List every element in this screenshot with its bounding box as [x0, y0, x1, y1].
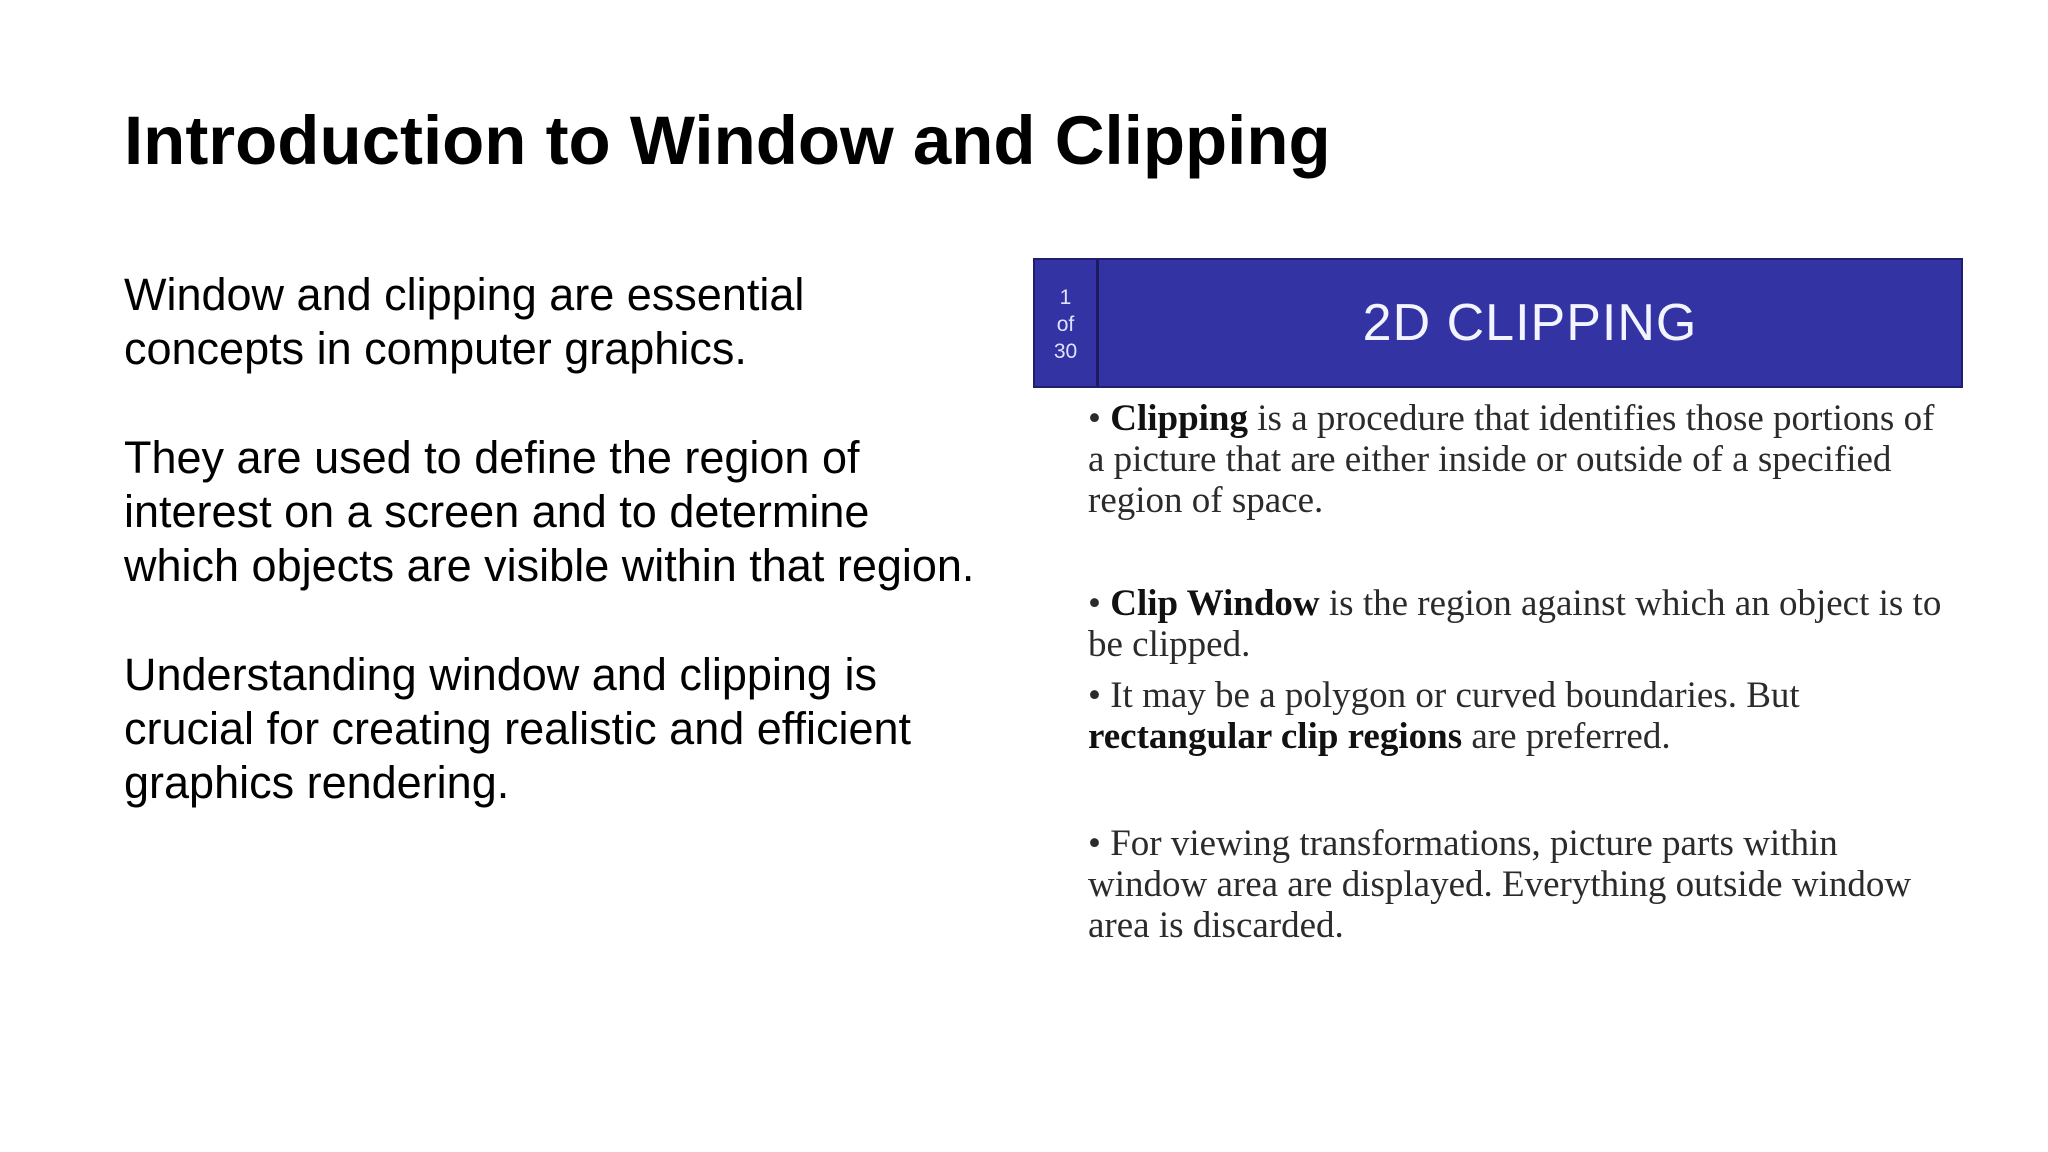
bullet-item-viewing [1088, 823, 1948, 946]
bullet-bold-term: Clipping [1110, 398, 1249, 439]
bullet-marker: • [1088, 675, 1101, 716]
embedded-slide-header [1033, 258, 1963, 388]
bullet-text: is the region against which an object is to be clipped. [1088, 583, 1942, 665]
page-counter-separator: of [1056, 313, 1075, 336]
bullet-text: It may be a polygon or curved boundaries. But [1100, 675, 1800, 716]
bullet-marker: • [1088, 583, 1101, 624]
embedded-slide-title: 2D CLIPPING [1362, 294, 1698, 352]
page-counter-current: 1 [1059, 286, 1072, 309]
body-paragraph: Understanding window and clipping is crucial for creating realistic and efficient graphics rendering. [124, 649, 912, 808]
slide-body [124, 268, 1024, 865]
bullet-text: is a procedure that identifies those portions of a picture that are either inside or outside of a specified region of space. [1088, 398, 1935, 521]
bullet-item-clipping [1088, 398, 1948, 521]
bullet-marker: • [1088, 398, 1101, 439]
embedded-slide-image [1033, 258, 1963, 958]
embedded-bullet-list [1088, 398, 1948, 946]
bullet-text-after: are preferred. [1462, 716, 1671, 757]
body-paragraph: Window and clipping are essential concepts in computer graphics. [124, 269, 805, 374]
page-counter-total: 30 [1053, 340, 1078, 363]
body-paragraph: They are used to define the region of interest on a screen and to determine which objects are visible within that region. [124, 432, 975, 591]
bullet-text: For viewing transformations, picture parts within window area are displayed. Everything outside window area is discarded. [1088, 823, 1912, 946]
page-counter [1035, 260, 1099, 386]
bullet-bold-term: Clip Window [1110, 583, 1320, 624]
bullet-bold-term: rectangular clip regions [1088, 716, 1463, 757]
bullet-item-clip-window [1088, 583, 1948, 665]
bullet-item-polygon [1088, 675, 1948, 757]
slide-title: Introduction to Window and Clipping [124, 102, 1331, 179]
bullet-marker: • [1088, 823, 1101, 864]
